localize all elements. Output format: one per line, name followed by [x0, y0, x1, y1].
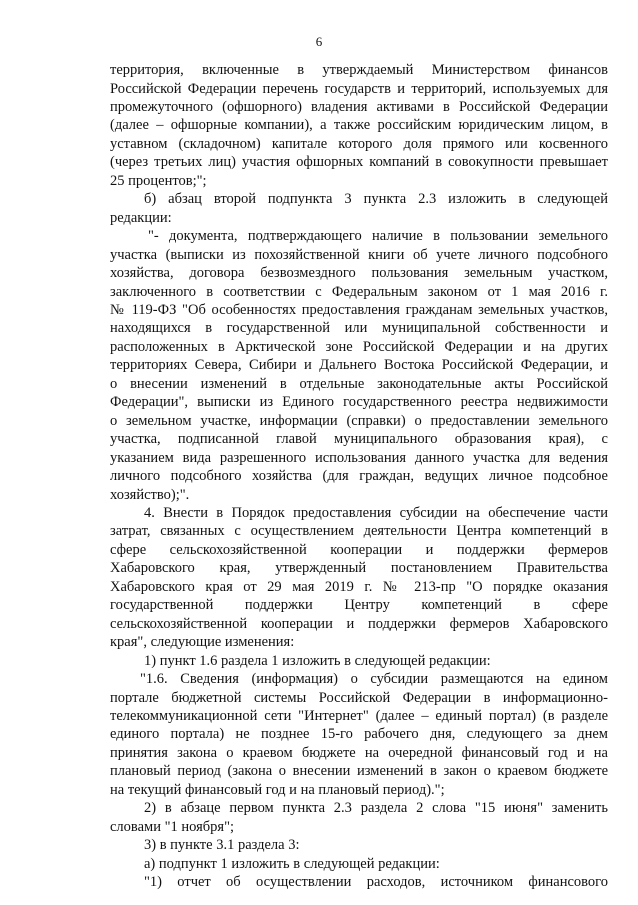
text-line: редакции: — [110, 209, 172, 226]
text-line: 25 процентов;"; — [110, 172, 207, 189]
text-line: Российской Федерации перечень государств и территорий, используемых для — [110, 80, 608, 97]
text-line: "1.6. Сведения (информация) о субсидии размещаются на едином — [140, 671, 608, 687]
text-line: сельскохозяйственной кооперации и поддержки фермеров Хабаровского — [110, 615, 608, 632]
text-line: расположенных в Арктической зоне Российской Федерации и на других — [110, 338, 608, 355]
text-line: территория, включенные в утверждаемый Министерством финансов — [110, 62, 608, 78]
text-line: 2) в абзаце первом пункта 2.3 раздела 2 слова "15 июня" заменить — [144, 800, 608, 817]
text-line: принятия закона о краевом бюджете на очередной финансовый год и на — [110, 744, 608, 761]
text-line: личного подсобного хозяйства (для граждан, ведущих личное подсобное — [110, 468, 608, 484]
text-line: Хабаровского края от 29 мая 2019 г. № 213-пр "О порядке оказания — [110, 578, 608, 595]
text-line: промежуточного (офшорного) владения активами в Российской Федерации — [110, 98, 608, 115]
text-line: Хабаровского края, утвержденный постановлением Правительства — [110, 560, 608, 577]
text-line: участка, подписанной главой муниципального образования края), с — [110, 431, 608, 448]
text-line: (через третьих лиц) участия офшорных компаний в совокупности превышает — [110, 154, 608, 171]
text-line: № 119-ФЗ "Об особенностях предоставления гражданам земельных участков, — [110, 301, 608, 318]
text-line: 3) в пункте 3.1 раздела 3: — [144, 837, 300, 854]
text-line: портале бюджетной системы Российской Федерации в информационно- — [110, 689, 608, 706]
text-line: заключенного в соответствии с Федеральным законом от 1 мая 2016 г. — [110, 283, 608, 300]
text-line: края", следующие изменения: — [110, 634, 295, 651]
text-line: б) абзац второй подпункта 3 пункта 2.3 изложить в следующей — [144, 191, 608, 208]
text-line: указанием вида разрешенного использования данного участка для ведения — [110, 449, 608, 466]
text-line: "- документа, подтверждающего наличие в пользовании земельного — [148, 228, 608, 245]
page-number: 6 — [315, 34, 323, 49]
text-line: сфере сельскохозяйственной кооперации и поддержки фермеров — [110, 541, 608, 558]
text-line: единого портала) не позднее 15-го рабочего дня, следующего за днем — [110, 726, 608, 743]
text-line: о внесении изменений в отдельные законодательные акты Российской — [110, 375, 608, 392]
text-line: хозяйство);". — [110, 486, 190, 503]
text-line: "1) отчет об осуществлении расходов, источником финансового — [144, 874, 608, 890]
text-line: Федерации", выписки из Единого государственного реестра недвижимости — [110, 394, 608, 411]
text-line: о земельном участке, информации (справки) о предоставлении земельного — [110, 412, 608, 429]
text-line: уставном (складочном) капитале которого доля прямого или косвенного — [110, 135, 608, 152]
text-line: словами "1 ноября"; — [110, 818, 235, 835]
text-line: на текущий финансовый год и на плановый период)."; — [110, 781, 445, 798]
text-line: а) подпункт 1 изложить в следующей редакции: — [144, 855, 440, 872]
text-line: участка (выписки из похозяйственной книги об учете личного подсобного — [110, 246, 608, 263]
text-line: государственной поддержки Центру компетенций в сфере — [110, 597, 608, 614]
text-line: телекоммуникационной сети "Интернет" (далее – единый портал) (в разделе — [110, 707, 608, 724]
text-line: плановый период (закона о внесении изменений в закон о краевом бюджете — [110, 763, 608, 780]
text-line: территориях Севера, Сибири и Дальнего Востока Российской Федерации, и — [110, 357, 608, 374]
text-line: (далее – офшорные компании), а также российским юридическим лицом, в — [110, 117, 608, 134]
text-line: 4. Внести в Порядок предоставления субсидии на обеспечение части — [144, 504, 608, 521]
text-line: 1) пункт 1.6 раздела 1 изложить в следующей редакции: — [144, 652, 491, 669]
text-line: хозяйства, договора безвозмездного пользования земельным участком, — [110, 265, 608, 281]
text-line: находящихся в государственной или муниципальной собственности и — [110, 320, 608, 337]
text-line: затрат, связанных с осуществлением деятельности Центра компетенций в — [110, 523, 608, 540]
